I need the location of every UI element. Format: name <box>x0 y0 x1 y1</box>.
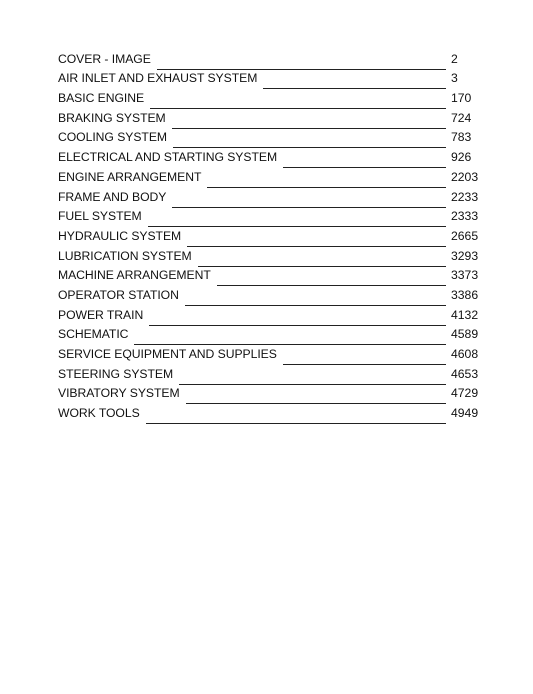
toc-leader <box>172 186 488 206</box>
toc-entry-electrical-and-starting-system[interactable] <box>58 146 488 166</box>
toc-entry-cooling-system[interactable] <box>58 127 488 147</box>
toc-entry-title: COVER - IMAGE <box>58 51 151 66</box>
toc-entry-page-number: 4653 <box>451 366 479 381</box>
toc-entry-title: FRAME AND BODY <box>58 189 167 204</box>
toc-entry-title: LUBRICATION SYSTEM <box>58 248 192 263</box>
toc-entry-page-number: 4132 <box>451 307 479 322</box>
toc-leader <box>186 383 488 403</box>
toc-leader <box>187 225 488 245</box>
toc-entry-steering-system[interactable] <box>58 363 488 383</box>
toc-entry-page-number: 4949 <box>451 406 479 421</box>
toc-entry-cover-image[interactable] <box>58 48 488 68</box>
toc-entry-title: OPERATOR STATION <box>58 287 179 302</box>
toc-leader <box>172 107 488 127</box>
toc-entry-lubrication-system[interactable] <box>58 245 488 265</box>
toc-leader <box>173 127 488 147</box>
toc-entry-service-equipment-and-supplies[interactable] <box>58 343 488 363</box>
toc-entry-engine-arrangement[interactable] <box>58 166 488 186</box>
toc-leader <box>148 206 488 226</box>
toc-entry-page-number: 2 <box>451 51 458 66</box>
toc-entry-page-number: 2233 <box>451 189 479 204</box>
toc-entry-page-number: 2665 <box>451 228 479 243</box>
toc-entry-title: HYDRAULIC SYSTEM <box>58 228 182 243</box>
toc-entry-title: AIR INLET AND EXHAUST SYSTEM <box>58 71 258 86</box>
toc-leader <box>185 284 488 304</box>
toc-entry-power-train[interactable] <box>58 304 488 324</box>
toc-entry-title: SCHEMATIC <box>58 327 129 342</box>
toc-entry-page-number: 783 <box>451 130 472 145</box>
toc-leader <box>198 245 488 265</box>
toc-entry-page-number: 926 <box>451 150 472 165</box>
toc-entry-title: BASIC ENGINE <box>58 91 145 106</box>
toc-entry-page-number: 4608 <box>451 347 479 361</box>
toc-entry-schematic[interactable] <box>58 324 488 344</box>
toc-leader <box>217 265 488 285</box>
toc-entry-page-number: 2333 <box>451 209 479 224</box>
toc-entry-page-number: 2203 <box>451 169 479 184</box>
toc-entry-page-number: 170 <box>451 91 472 106</box>
toc-entry-title: WORK TOOLS <box>58 406 140 421</box>
toc-leader <box>149 304 488 324</box>
toc-entry-title: COOLING SYSTEM <box>58 130 168 145</box>
toc-entry-vibratory-system[interactable] <box>58 383 488 403</box>
toc-entry-page-number: 3373 <box>451 268 479 283</box>
toc-entry-operator-station[interactable] <box>58 284 488 304</box>
toc-entry-title: VIBRATORY SYSTEM <box>58 386 180 401</box>
toc-entry-machine-arrangement[interactable] <box>58 265 488 285</box>
toc-leader <box>134 324 488 344</box>
toc-entry-title: POWER TRAIN <box>58 307 144 322</box>
toc-entry-fuel-system[interactable] <box>58 206 488 226</box>
toc-entry-title: MACHINE ARRANGEMENT <box>58 268 211 283</box>
table-of-contents <box>58 48 488 422</box>
toc-entry-page-number: 4589 <box>451 327 479 342</box>
toc-entry-title: ELECTRICAL AND STARTING SYSTEM <box>58 150 278 165</box>
toc-entry-page-number: 3386 <box>451 287 479 302</box>
toc-leader <box>207 166 488 186</box>
leader-line <box>146 423 446 424</box>
toc-entry-title: FUEL SYSTEM <box>58 209 142 224</box>
toc-entry-page-number: 4729 <box>451 386 479 401</box>
toc-entry-page-number: 3293 <box>451 248 479 263</box>
toc-entry-hydraulic-system[interactable] <box>58 225 488 245</box>
toc-leader <box>150 87 488 107</box>
toc-entry-page-number: 724 <box>451 110 472 125</box>
toc-leader <box>146 402 488 422</box>
toc-entry-title: SERVICE EQUIPMENT AND SUPPLIES <box>58 347 277 361</box>
toc-leader <box>157 48 488 68</box>
toc-entry-title: STEERING SYSTEM <box>58 366 174 381</box>
toc-entry-page-number: 3 <box>451 71 458 86</box>
toc-entry-title: ENGINE ARRANGEMENT <box>58 169 202 184</box>
toc-entry-work-tools[interactable] <box>58 402 488 422</box>
toc-entry-title: BRAKING SYSTEM <box>58 110 166 125</box>
toc-entry-basic-engine[interactable] <box>58 87 488 107</box>
toc-entry-frame-and-body[interactable] <box>58 186 488 206</box>
toc-entry-braking-system[interactable] <box>58 107 488 127</box>
toc-entry-air-inlet-and-exhaust-system[interactable] <box>58 68 488 88</box>
toc-leader <box>179 363 488 383</box>
